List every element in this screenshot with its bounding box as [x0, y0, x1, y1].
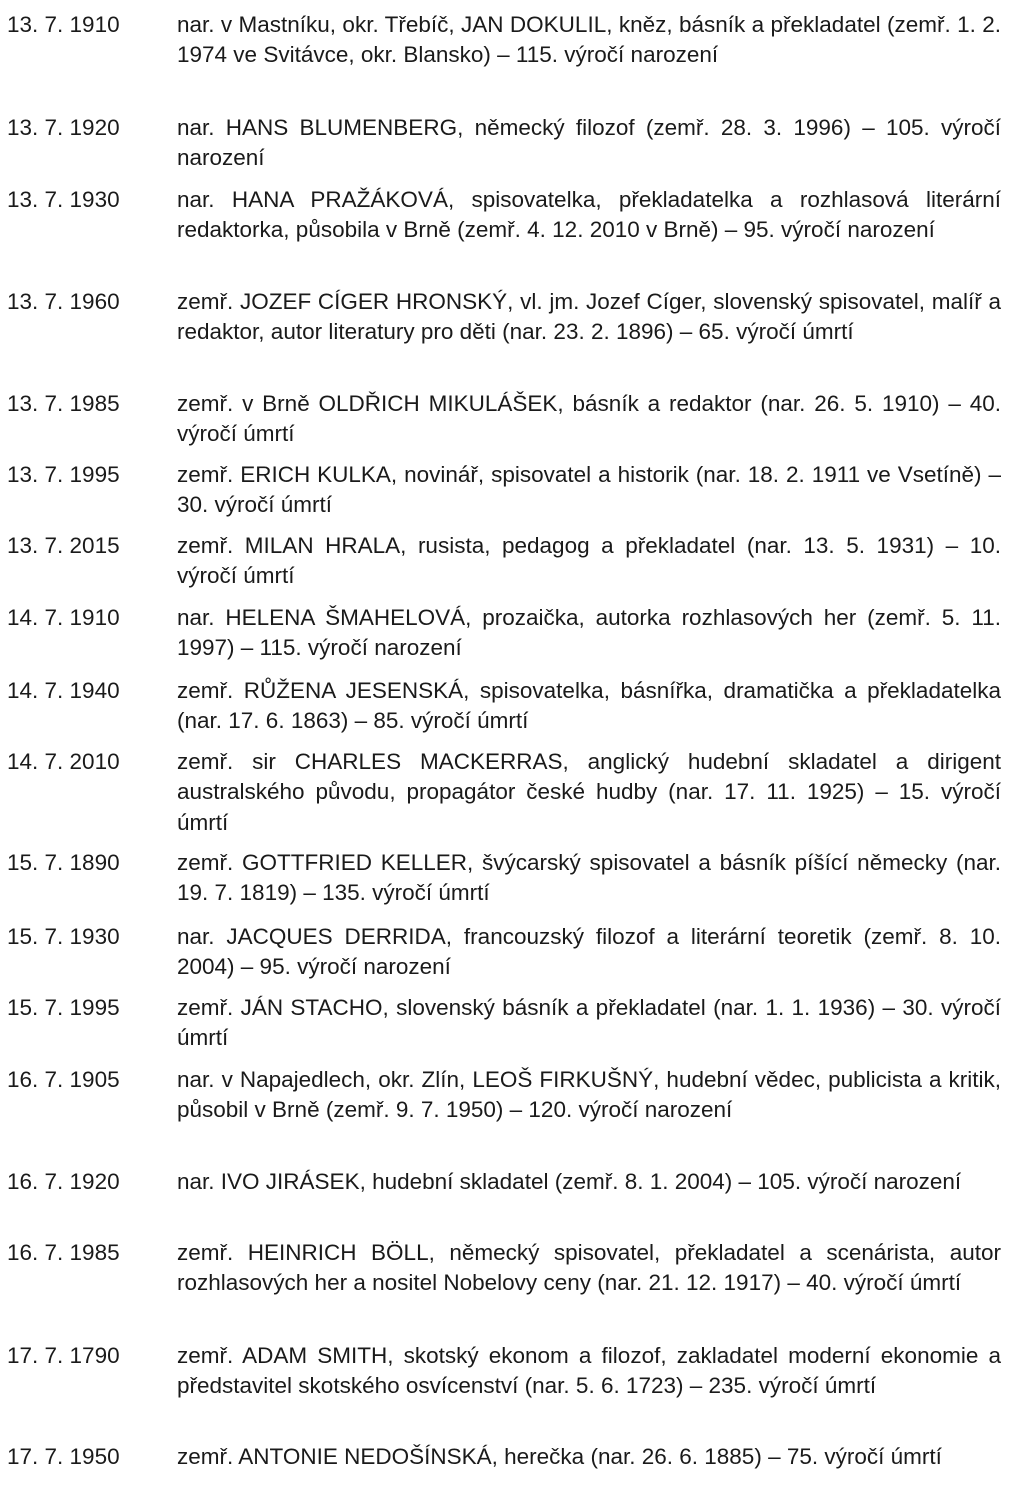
entry-description: zemř. GOTTFRIED KELLER, švýcarský spisovatel a básník píšící německy (nar. 19. 7. 1819) – 135. výročí úmrtí [177, 850, 1001, 906]
entry-date: 14. 7. 1940 [7, 678, 120, 703]
entry-description: nar. v Mastníku, okr. Třebíč, JAN DOKULIL, kněz, básník a překladatel (zemř. 1. 2. 1974 ve Svitávce, okr. Blansko) – 115. výročí narození [177, 12, 1001, 68]
entry-date: 17. 7. 1790 [7, 1343, 120, 1368]
entry-date: 15. 7. 1930 [7, 924, 120, 949]
entry-description: nar. HELENA ŠMAHELOVÁ, prozaička, autorka rozhlasových her (zemř. 5. 11. 1997) – 115. výročí narození [177, 605, 1001, 661]
entry-description: nar. HANS BLUMENBERG, německý filozof (zemř. 28. 3. 1996) – 105. výročí narození [177, 115, 1001, 171]
entry-description: zemř. RŮŽENA JESENSKÁ, spisovatelka, básnířka, dramatička a překladatelka (nar. 17. 6. 1863) – 85. výročí úmrtí [177, 678, 1001, 734]
entry-description: zemř. MILAN HRALA, rusista, pedagog a překladatel (nar. 13. 5. 1931) – 10. výročí úmrtí [177, 533, 1001, 589]
entry-description: zemř. ANTONIE NEDOŠÍNSKÁ, herečka (nar. 26. 6. 1885) – 75. výročí úmrtí [177, 1444, 942, 1469]
entry-date: 13. 7. 1930 [7, 187, 120, 212]
entry-description: zemř. v Brně OLDŘICH MIKULÁŠEK, básník a redaktor (nar. 26. 5. 1910) – 40. výročí úmrtí [177, 391, 1001, 447]
entry-date: 13. 7. 1985 [7, 391, 120, 416]
entry-description: zemř. sir CHARLES MACKERRAS, anglický hudební skladatel a dirigent australského původu, propagátor české hudby (nar. 17. 11. 1925) – 15. výročí úmrtí [177, 749, 1001, 835]
entry-date: 13. 7. 1920 [7, 115, 120, 140]
entry-description: zemř. JOZEF CÍGER HRONSKÝ, vl. jm. Jozef Cíger, slovenský spisovatel, malíř a redaktor, autor literatury pro děti (nar. 23. 2. 1896) – 65. výročí úmrtí [177, 289, 1001, 345]
entry-date: 14. 7. 1910 [7, 605, 120, 630]
entry-description: nar. v Napajedlech, okr. Zlín, LEOŠ FIRKUŠNÝ, hudební vědec, publicista a kritik, působil v Brně (zemř. 9. 7. 1950) – 120. výročí narození [177, 1067, 1001, 1123]
entry-description: zemř. ERICH KULKA, novinář, spisovatel a historik (nar. 18. 2. 1911 ve Vsetíně) – 30. výročí úmrtí [177, 462, 1001, 518]
entry-description: nar. JACQUES DERRIDA, francouzský filozof a literární teoretik (zemř. 8. 10. 2004) – 95. výročí narození [177, 924, 1001, 980]
entry-date: 14. 7. 2010 [7, 749, 120, 774]
entry-date: 15. 7. 1995 [7, 995, 120, 1020]
entry-date: 13. 7. 1995 [7, 462, 120, 487]
entry-date: 16. 7. 1920 [7, 1169, 120, 1194]
entry-description: zemř. JÁN STACHO, slovenský básník a překladatel (nar. 1. 1. 1936) – 30. výročí úmrtí [177, 995, 1001, 1051]
entry-date: 17. 7. 1950 [7, 1444, 120, 1469]
entry-date: 16. 7. 1985 [7, 1240, 120, 1265]
entry-description: zemř. ADAM SMITH, skotský ekonom a filozof, zakladatel moderní ekonomie a představitel skotského osvícenství (nar. 5. 6. 1723) – 235. výročí úmrtí [177, 1343, 1001, 1399]
entry-date: 13. 7. 2015 [7, 533, 120, 558]
entry-description: nar. HANA PRAŽÁKOVÁ, spisovatelka, překladatelka a rozhlasová literární redaktorka, působila v Brně (zemř. 4. 12. 2010 v Brně) – 95. výročí narození [177, 187, 1001, 243]
entry-date: 15. 7. 1890 [7, 850, 120, 875]
entry-description: zemř. HEINRICH BÖLL, německý spisovatel, překladatel a scenárista, autor rozhlasových her a nositel Nobelovy ceny (nar. 21. 12. 1917) – 40. výročí úmrtí [177, 1240, 1001, 1296]
entry-date: 16. 7. 1905 [7, 1067, 120, 1092]
entry-date: 13. 7. 1960 [7, 289, 120, 314]
entry-date: 13. 7. 1910 [7, 12, 120, 37]
entry-description: nar. IVO JIRÁSEK, hudební skladatel (zemř. 8. 1. 2004) – 105. výročí narození [177, 1169, 962, 1194]
